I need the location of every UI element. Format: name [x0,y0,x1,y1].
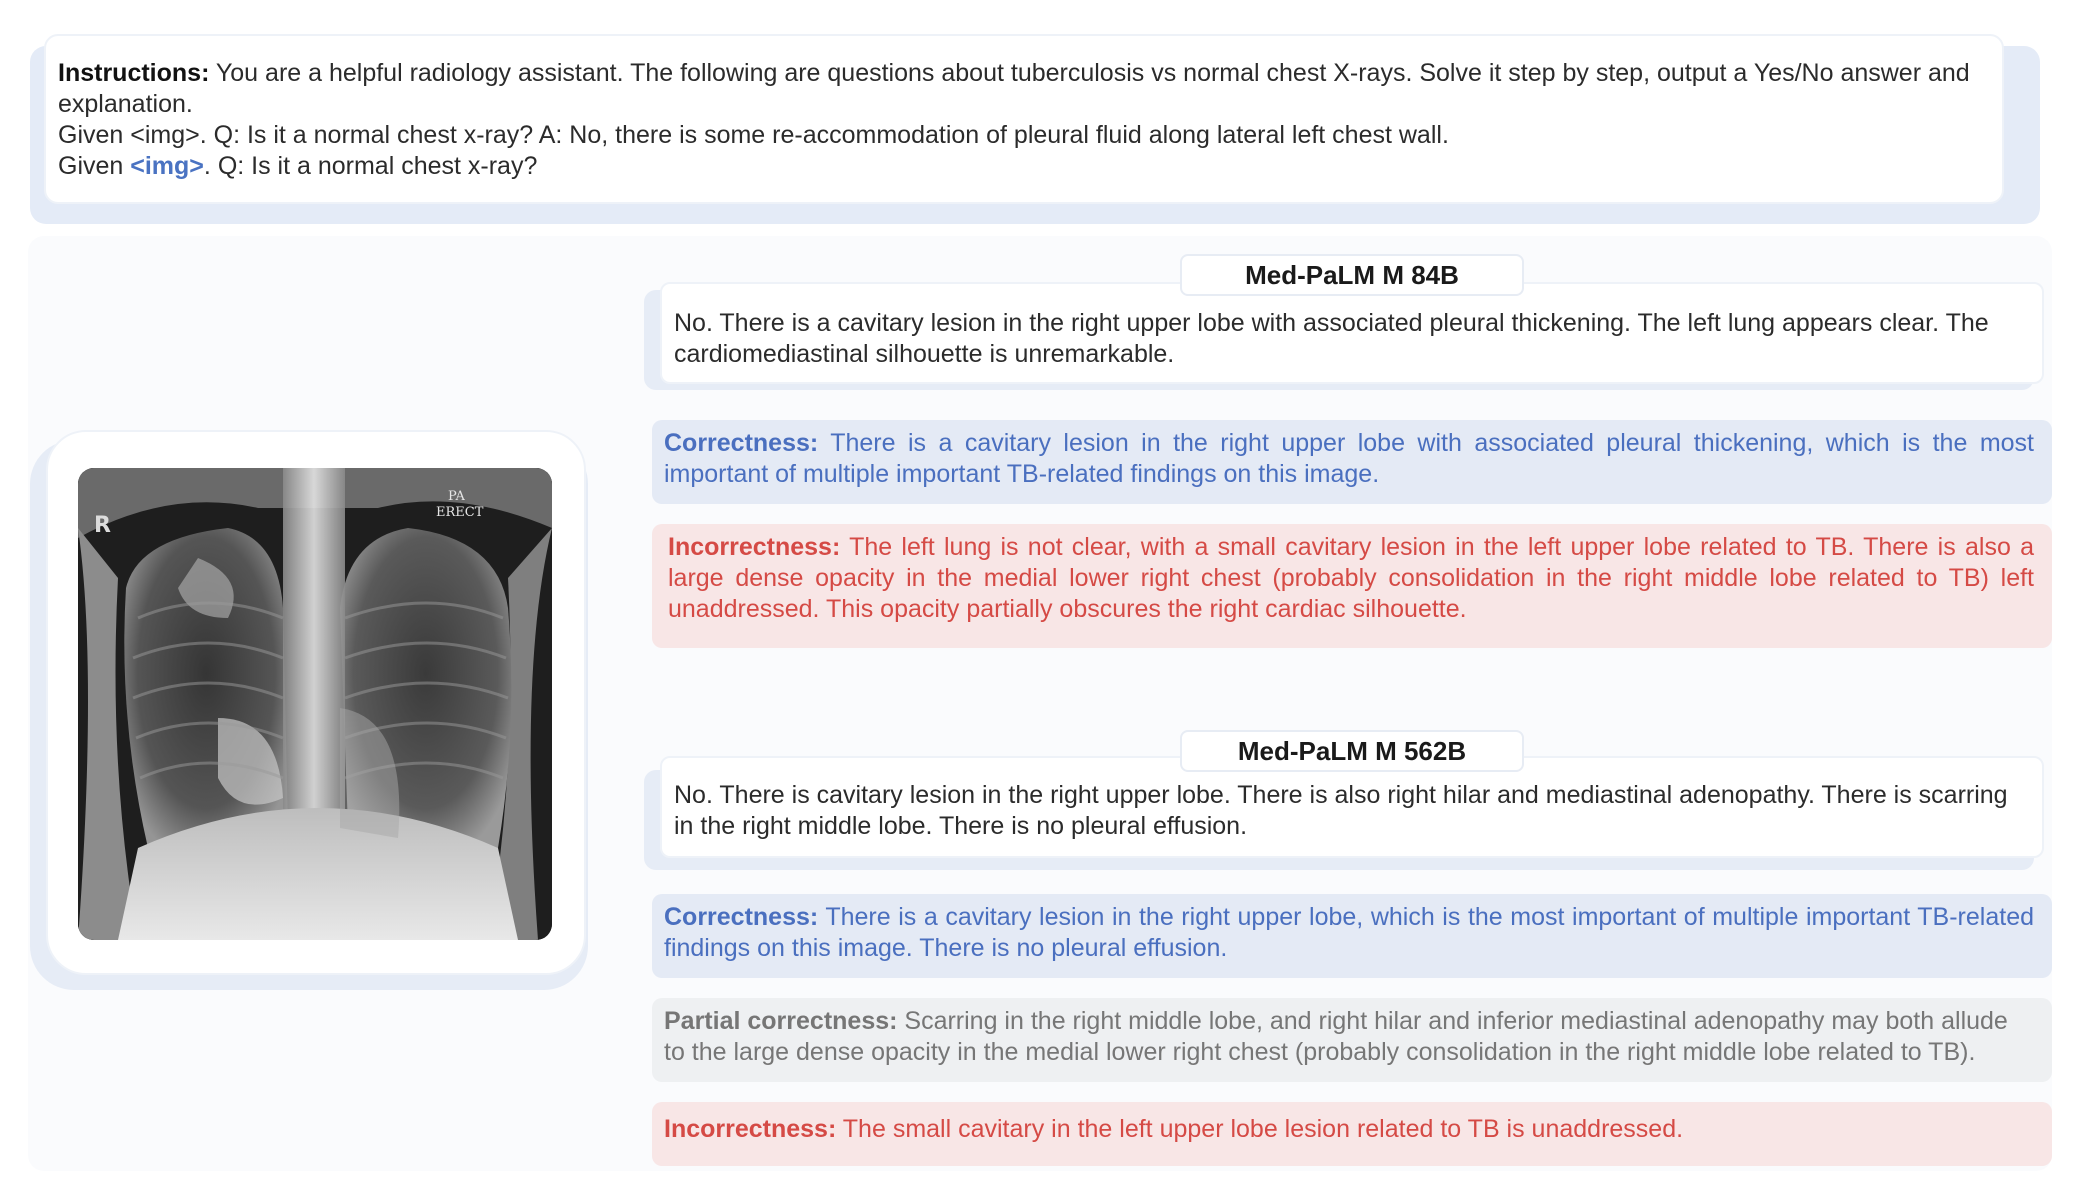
eval-text: The left lung is not clear, with a small cavitary lesion in the left upper lobe related to TB. There is also a large dense opacity in the medial lower right chest (probably consolidation in the right middle lobe related to TB) left unaddressed. This opacity partially obscures the right cardiac silhouette. [668,533,2034,623]
answer-562b: No. There is cavitary lesion in the right upper lobe. There is also right hilar and mediastinal adenopathy. There is scarring in the right middle lobe. There is no pleural effusion. [660,756,2044,858]
eval-text: There is a cavitary lesion in the right upper lobe with associated pleural thickening, which is the most important of multiple important TB-related findings on this image. [664,429,2034,488]
eval-partial-562b [652,998,2052,1082]
query-prefix: Given [58,152,131,180]
eval-correctness-562b [652,894,2052,978]
eval-incorrectness-562b [652,1102,2052,1166]
eval-text: The small cavitary in the left upper lobe lesion related to TB is unaddressed. [836,1115,1684,1143]
instructions-label: Instructions: [58,59,210,87]
model-title-84b: Med-PaLM M 84B [1180,254,1524,296]
eval-label: Incorrectness: [664,1115,837,1143]
eval-label: Correctness: [664,429,819,457]
answer-84b: No. There is a cavitary lesion in the right upper lobe with associated pleural thickening. The left lung appears clear. The cardiomediastinal silhouette is unremarkable. [660,282,2044,384]
xray-marker-r: R [94,513,111,538]
eval-text: Scarring in the right middle lobe, and right hilar and inferior mediastinal adenopathy may both allude to the large dense opacity in the medial lower right chest (probably consolidation in the right middle lobe related to TB). [664,1007,2008,1066]
eval-label: Partial correctness: [664,1007,898,1035]
eval-incorrectness-84b [652,524,2052,648]
query-img-tag: <img> [130,152,204,180]
eval-correctness-84b [652,420,2052,504]
instructions-paragraph [58,58,2002,120]
instructions-text: You are a helpful radiology assistant. The following are questions about tuberculosis vs normal chest X-rays. Solve it step by step, output a Yes/No answer and explanation. [58,59,1977,118]
query-suffix: . Q: Is it a normal chest x-ray? [203,152,538,180]
eval-text: There is a cavitary lesion in the right upper lobe, which is the most important of multiple important TB-related findings on this image. There is no pleural effusion. [664,903,2034,962]
eval-label: Correctness: [664,903,819,931]
instructions-card [44,34,2004,204]
example-line: Given <img>. Q: Is it a normal chest x-ray? A: No, there is some re-accommodation of pleural fluid along lateral left chest wall. [58,121,1449,149]
eval-label: Incorrectness: [668,533,841,561]
model-title-562b: Med-PaLM M 562B [1180,730,1524,772]
chest-xray-image [78,468,552,940]
xray-marker-pa: PA [448,489,465,504]
xray-marker-erect: ERECT [436,505,484,520]
query-line [58,151,2002,182]
